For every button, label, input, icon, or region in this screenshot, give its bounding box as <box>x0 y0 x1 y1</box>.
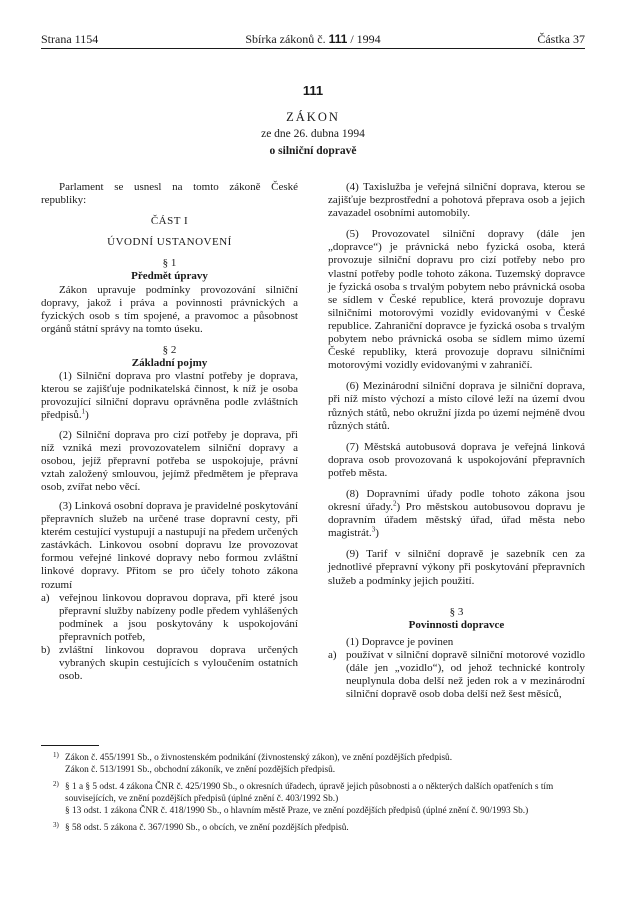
law-date: ze dne 26. dubna 1994 <box>261 128 365 140</box>
section-2-paragraph-2: (2) Silniční doprava pro cizí potřeby je doprava, při níž vzniká mezi provozovatelem silniční dopravy a osobou, jejíž přepravní potřeba se uspokojuje, právní vztah založený smlouvou, jejímž předmětem je přeprava osob, zvířat nebo věcí. <box>41 428 298 493</box>
law-type: ZÁKON <box>286 110 340 124</box>
collection-number: 111 <box>328 32 348 46</box>
section-1-mark: § 1 <box>162 257 177 270</box>
section-2-paragraph-5: (5) Provozovatel silniční dopravy (dále jen „dopravce“) je právnická nebo fyzická osoba, která provozuje silniční dopravu pro cizí potřeby nebo pro vlastní potřeby podle tohoto zákona. Tuzemský dopravce je fyzická osoba s trvalým pobytem nebo právnická osoba se sídlem v České republice, která provozuje dopravu silničními motorovými vozidly evidovanými v České republice. Zahraniční dopravce je fyzická osoba s trvalým pobytem nebo právnická osoba se sídlem mimo území České republiky, která provozuje dopravu silničními motorovými vozidly evidovanými v zahraničí. <box>328 228 585 372</box>
law-subject: o silniční dopravě <box>269 145 357 157</box>
section-2-paragraph-4: (4) Taxislužba je veřejná silniční doprava, kterou se zajišťuje bezprostřední a pohotová přeprava osob a jejich zavazadel osobními automobily. <box>328 181 585 220</box>
section-2-title: Základní pojmy <box>131 357 208 370</box>
section-3-mark: § 3 <box>449 605 464 618</box>
collection-title: Sbírka zákonů č. 111 / 1994 <box>245 32 381 46</box>
section-3-paragraph-1: (1) Dopravce je povinen <box>346 635 454 648</box>
section-3-title: Povinnosti dopravce <box>408 618 505 631</box>
section-2-mark: § 2 <box>162 343 177 356</box>
header-divider <box>41 48 585 49</box>
footnotes <box>41 752 585 839</box>
right-column <box>328 181 585 701</box>
footnote-divider <box>41 745 99 746</box>
section-2-paragraph-6: (6) Mezinárodní silniční doprava je silniční doprava, při níž místo výchozí a místo cílové leží na území dvou různých států, nebo okružní jízda po území nejméně dvou různých států. <box>328 380 585 432</box>
part-title: ÚVODNÍ USTANOVENÍ <box>107 236 232 249</box>
footnote: 2) § 1 a § 5 odst. 4 zákona ČNR č. 425/1990 Sb., o okresních úřadech, úpravě jejich působnosti a o některých dalších opatřeních s tím souvisejících, ve znění pozdějších předpisů (úplné znění č. 403/1992 Sb.) § 13 odst. 1 zákona ČNR č. 418/1990 Sb., o hlavním městě Praze, ve znění pozdějších předpisů (úplné znění č. 90/1993 Sb.) <box>53 780 554 816</box>
list-item: a) používat v silniční dopravě silniční motorové vozidlo (dále jen „vozidlo“), od jehož technické kontroly neuplynula doba delší než jeden rok a v mezinárodní silniční dopravě osob doba delší než šest měsíců, <box>328 648 585 701</box>
footnote-ref: 1 <box>81 407 86 416</box>
section-2-paragraph-8: (8) Dopravními úřady podle tohoto zákona jsou okresní úřady.$^2$) Pro městskou autobusovou dopravu je dopravním úřadem městský úřad, úřad města nebo magistrát.$^3$) <box>328 487 586 540</box>
preamble: Parlament se usnesl na tomto zákoně České republiky: <box>41 181 298 207</box>
footnote: 1) Zákon č. 455/1991 Sb., o živnostenském podnikání (živnostenský zákon), ve znění pozdějších předpisů. Zákon č. 513/1991 Sb., obchodní zákoník, ve znění pozdějších předpisů. <box>53 751 453 775</box>
section-2-paragraph-7: (7) Městská autobusová doprava je veřejná linková doprava osob provozovaná k uspokojování přepravních potřeb města. <box>328 440 585 479</box>
left-column <box>41 181 298 683</box>
footnote-ref: 3 <box>371 525 376 534</box>
section-1-title: Předmět úpravy <box>131 270 208 283</box>
footnote: 3) § 58 odst. 5 zákona č. 367/1990 Sb., o obcích, ve znění pozdějších předpisů. <box>53 821 349 833</box>
section-2-paragraph-9: (9) Tarif v silniční dopravě je sazebník cen za jednotlivé přepravní výkony při poskytování přepravních služeb a podmínky jejich použití. <box>328 548 585 587</box>
page-number: Strana 1154 <box>41 32 99 46</box>
section-2-paragraph-3: (3) Linková osobní doprava je pravidelné poskytování přepravních služeb na určené trase dopravní cesty, při kterém cestující vystupují a nastupují na předem určených zastávkách. Linkovou osobní dopravu lze provozovat formou veřejné linkové dopravy nebo formou zvláštní linkové dopravy. Přitom se pro účely tohoto zákona rozumí <box>41 499 298 591</box>
section-1-text: Zákon upravuje podmínky provozování silniční dopravy, jakož i práva a povinnosti právnických a fyzických osob s tím spojené, a pravomoc a působnost orgánů státní správy na tomto úseku. <box>41 283 298 335</box>
page-header <box>41 31 585 47</box>
footnote-ref: 2 <box>393 499 397 508</box>
list-item: a) veřejnou linkovou dopravou doprava, při které jsou přepravní služby nabízeny podle předem vyhlášených podmínek a jsou poskytovány k uspokojování přepravních potřeb, <box>41 591 298 643</box>
part-heading: ČÁST I <box>150 215 189 228</box>
list-item: b) zvláštní linkovou dopravou doprava určených vybraných skupin cestujících s vyloučením ostatních osob. <box>41 644 298 683</box>
law-number: 111 <box>302 83 324 98</box>
issue-part: Částka 37 <box>537 32 585 46</box>
section-2-paragraph-1: (1) Silniční doprava pro vlastní potřeby je doprava, kterou se zajišťuje podnikatelská činnost, k níž je osoba provozující silniční dopravu oprávněna podle zvláštních předpisů.$^1$) <box>41 370 298 422</box>
law-title-block <box>41 82 585 160</box>
